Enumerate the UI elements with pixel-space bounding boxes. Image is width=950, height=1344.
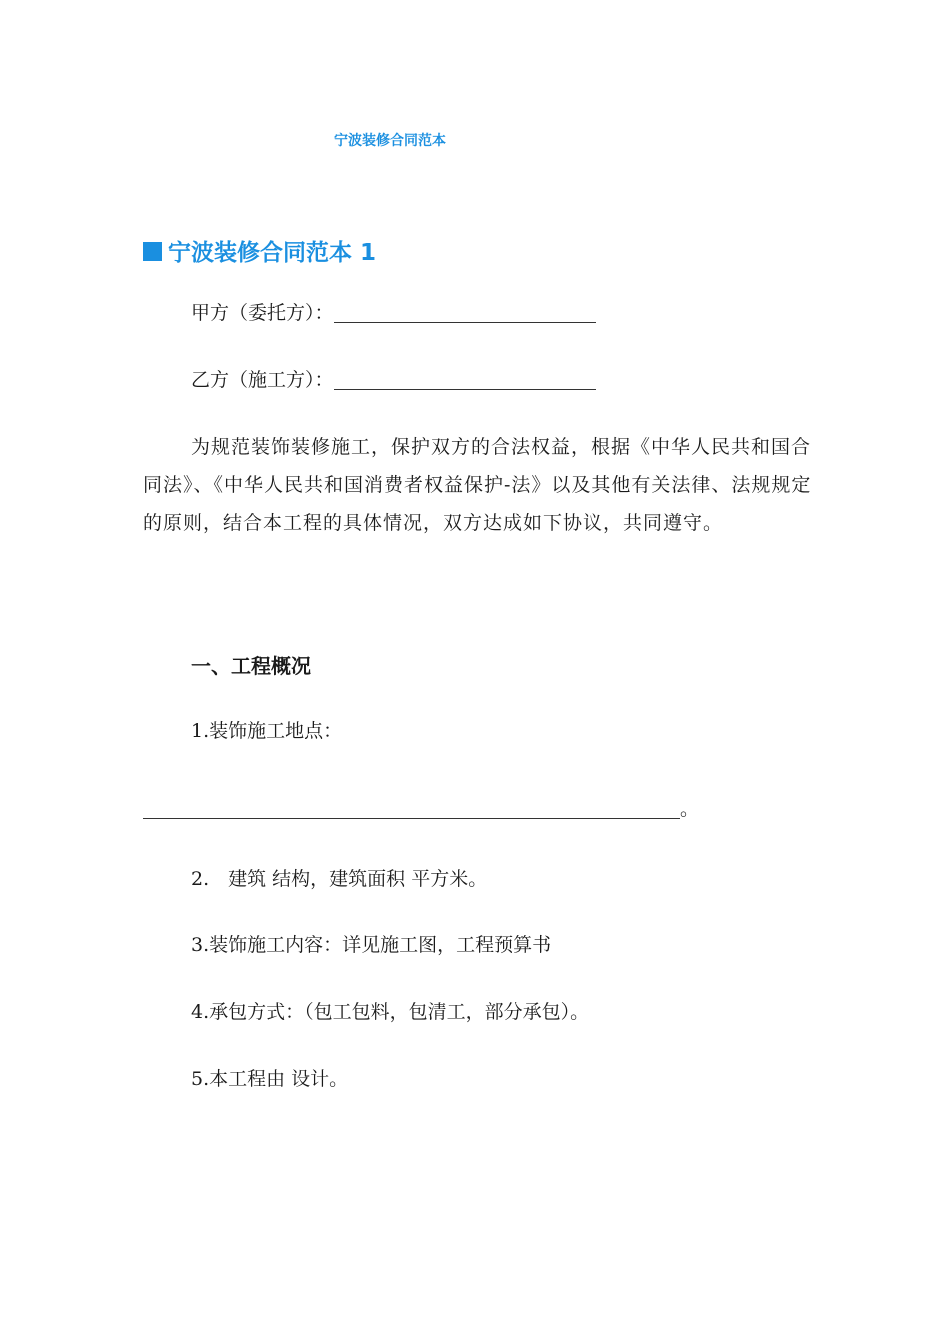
item-2: 2. 建筑 结构，建筑面积 平方米。 [191,868,488,890]
party-b-line [191,367,596,393]
item-1-label: 1.装饰施工地点： [191,720,343,742]
item-1-blank-row [143,796,699,822]
item-4: 4.承包方式：（包工包料，包清工，部分承包）。 [191,1001,590,1023]
item-3: 3.装饰施工内容：详见施工图，工程预算书 [191,934,552,956]
document-header-title: 宁波装修合同范本 [334,133,446,149]
party-a-label: 甲方（委托方）： [191,302,334,324]
item-1-blank[interactable] [143,800,680,819]
party-b-label: 乙方（施工方）： [191,369,334,391]
party-a-line [191,300,596,326]
section-title [143,234,376,267]
section-title-text: 宁波装修合同范本 1 [168,240,377,266]
intro-paragraph: 为规范装饰装修施工，保护双方的合法权益，根据《中华人民共和国合同法》、《中华人民共和国消费者权益保护-法》以及其他有关法律、法规规定的原则，结合本工程的具体情况，双方达成如下协议，共同遵守。 [143,436,812,534]
chapter-heading: 一、工程概况 [191,654,311,678]
item-5: 5.本工程由 设计。 [191,1068,349,1090]
party-b-blank[interactable] [334,371,596,390]
party-a-blank[interactable] [334,304,596,323]
square-bullet-icon [143,242,162,261]
item-1-end-mark: 。 [680,798,700,820]
